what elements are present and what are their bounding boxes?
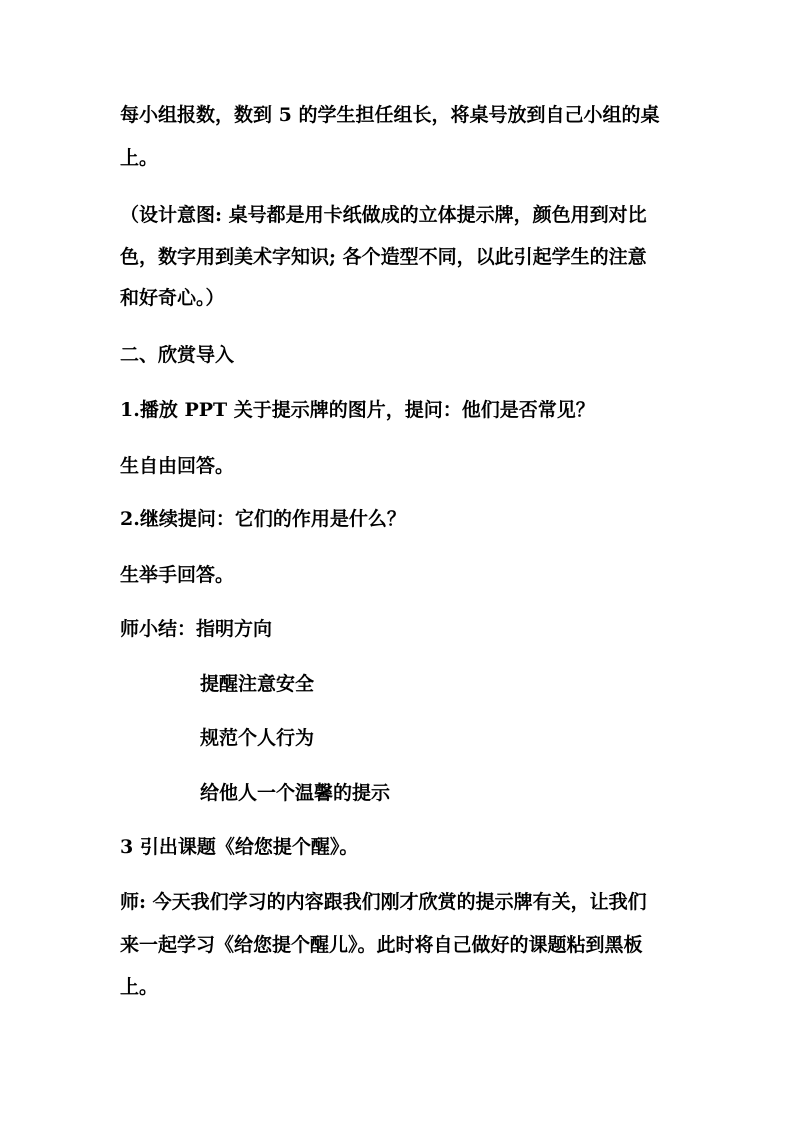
teacher-line: 来一起学习《给您提个醒儿》。此时将自己做好的课题粘到黑板: [120, 934, 643, 956]
step-line: 1.播放 PPT 关于提示牌的图片，提问：他们是否常见？: [120, 399, 595, 421]
step-line: 2.继续提问：它们的作用是什么？: [120, 508, 406, 530]
section-heading: 二、欣赏导入: [120, 344, 235, 366]
step-line: 3 引出课题《给您提个醒》。: [120, 836, 359, 858]
summary-item: 规范个人行为: [200, 727, 315, 749]
paragraph-line: 每小组报数，数到 5 的学生担任组长，将桌号放到自己小组的桌: [120, 104, 660, 126]
design-intent-line: 和好奇心。）: [120, 287, 225, 309]
teacher-line: 上。: [120, 976, 159, 998]
teacher-line: 师: 今天我们学习的内容跟我们刚才欣赏的提示牌有关，让我们: [120, 891, 647, 913]
summary-item: 给他人一个温馨的提示: [200, 782, 391, 804]
response-line: 生自由回答。: [120, 455, 235, 477]
summary-item: 提醒注意安全: [200, 673, 315, 695]
design-intent-line: 色，数字用到美术字知识; 各个造型不同，以此引起学生的注意: [120, 246, 647, 268]
design-intent-line: （设计意图: 桌号都是用卡纸做成的立体提示牌，颜色用到对比: [120, 204, 647, 226]
response-line: 生举手回答。: [120, 564, 235, 586]
paragraph-line: 上。: [120, 147, 159, 169]
summary-line: 师小结：指明方向: [120, 618, 273, 640]
